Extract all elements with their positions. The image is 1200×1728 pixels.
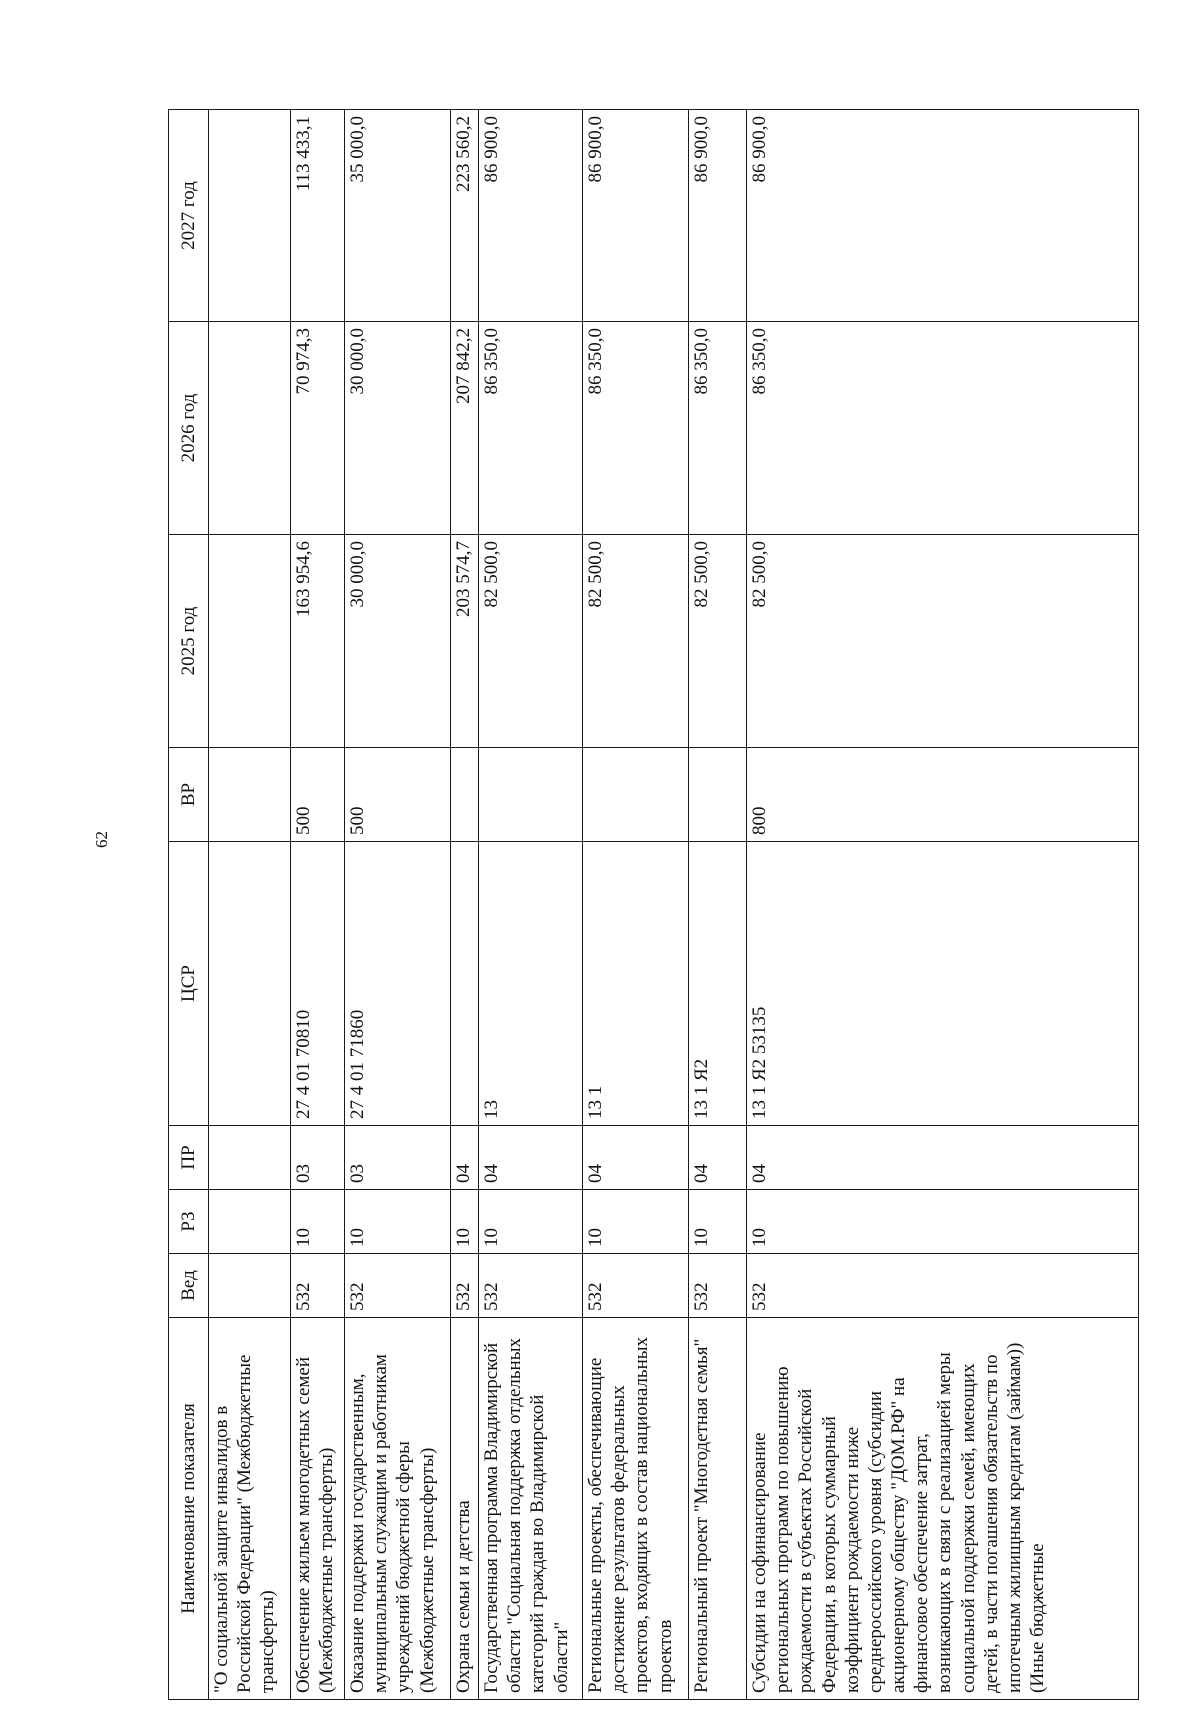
table-row bbox=[583, 110, 689, 1700]
table-row bbox=[209, 110, 291, 1700]
table-row bbox=[689, 110, 747, 1700]
header-2026: 2026 год bbox=[169, 322, 209, 535]
row-2026 bbox=[209, 322, 291, 535]
row-2025: 82 500,0 bbox=[479, 535, 583, 748]
row-name: Региональные проекты, обеспечивающие достижение результатов федеральных проектов, входящих в состав национальных проектов bbox=[583, 1318, 689, 1700]
row-2027: 113 433,1 bbox=[291, 110, 345, 322]
row-ved: 532 bbox=[291, 1254, 345, 1318]
row-pr bbox=[209, 1126, 291, 1190]
row-ved: 532 bbox=[345, 1254, 451, 1318]
row-name: "О социальной защите инвалидов в Российской Федерации" (Межбюджетные трансферты) bbox=[209, 1318, 291, 1700]
table-row bbox=[345, 110, 451, 1700]
row-name: Государственная программа Владимирской области "Социальная поддержка отдельных категорий граждан во Владимирской области" bbox=[479, 1318, 583, 1700]
row-pr: 03 bbox=[345, 1126, 451, 1190]
header-name: Наименование показателя bbox=[169, 1318, 209, 1700]
row-csr bbox=[209, 842, 291, 1126]
row-csr: 13 bbox=[479, 842, 583, 1126]
row-ved: 532 bbox=[479, 1254, 583, 1318]
row-rz: 10 bbox=[689, 1190, 747, 1254]
row-name: Региональный проект "Многодетная семья" bbox=[689, 1318, 747, 1700]
row-2026: 86 350,0 bbox=[747, 322, 1139, 535]
row-csr: 27 4 01 70810 bbox=[291, 842, 345, 1126]
row-2027: 35 000,0 bbox=[345, 110, 451, 322]
row-name: Субсидии на софинансирование региональных программ по повышению рождаемости в субъектах Российской Федерации, в которых суммарный коэффициент рождаемости ниже среднероссийского уровня (субсидии акционерному обществу "ДОМ.РФ" на финансовое обеспечение затрат, возникающих в связи с реализацией меры социальной поддержки семей, имеющих детей, в части погашения обязательств по ипотечным жилищным кредитам (займам)) (Иные бюджетные bbox=[747, 1318, 1139, 1700]
row-ved: 532 bbox=[451, 1254, 479, 1318]
header-row bbox=[169, 110, 209, 1700]
table-row bbox=[747, 110, 1139, 1700]
row-rz: 10 bbox=[291, 1190, 345, 1254]
row-2027: 86 900,0 bbox=[689, 110, 747, 322]
row-2025: 163 954,6 bbox=[291, 535, 345, 748]
header-ved: Вед bbox=[169, 1254, 209, 1318]
row-name: Обеспечение жильем многодетных семей (Межбюджетные трансферты) bbox=[291, 1318, 345, 1700]
row-ved bbox=[209, 1254, 291, 1318]
row-ved: 532 bbox=[689, 1254, 747, 1318]
row-2026: 86 350,0 bbox=[583, 322, 689, 535]
table-row bbox=[479, 110, 583, 1700]
row-2026: 86 350,0 bbox=[689, 322, 747, 535]
table-row bbox=[451, 110, 479, 1700]
row-pr: 04 bbox=[689, 1126, 747, 1190]
row-vr bbox=[479, 748, 583, 842]
row-2026: 30 000,0 bbox=[345, 322, 451, 535]
row-pr: 04 bbox=[747, 1126, 1139, 1190]
row-2025: 82 500,0 bbox=[747, 535, 1139, 748]
row-2027: 223 560,2 bbox=[451, 110, 479, 322]
row-rz: 10 bbox=[345, 1190, 451, 1254]
row-vr bbox=[583, 748, 689, 842]
row-vr bbox=[689, 748, 747, 842]
header-2025: 2025 год bbox=[169, 535, 209, 748]
row-rz: 10 bbox=[451, 1190, 479, 1254]
row-csr: 13 1 Я2 53135 bbox=[747, 842, 1139, 1126]
row-csr: 27 4 01 71860 bbox=[345, 842, 451, 1126]
budget-table bbox=[168, 109, 1139, 1700]
header-2027: 2027 год bbox=[169, 110, 209, 322]
row-2027 bbox=[209, 110, 291, 322]
row-rz: 10 bbox=[479, 1190, 583, 1254]
row-2026: 86 350,0 bbox=[479, 322, 583, 535]
row-csr: 13 1 bbox=[583, 842, 689, 1126]
page-number: 62 bbox=[92, 831, 111, 848]
row-2026: 207 842,2 bbox=[451, 322, 479, 535]
row-2025: 30 000,0 bbox=[345, 535, 451, 748]
row-rz: 10 bbox=[747, 1190, 1139, 1254]
row-ved: 532 bbox=[583, 1254, 689, 1318]
row-vr: 500 bbox=[345, 748, 451, 842]
row-2026: 70 974,3 bbox=[291, 322, 345, 535]
header-vr: ВР bbox=[169, 748, 209, 842]
row-2027: 86 900,0 bbox=[583, 110, 689, 322]
row-rz: 10 bbox=[583, 1190, 689, 1254]
row-ved: 532 bbox=[747, 1254, 1139, 1318]
row-vr bbox=[209, 748, 291, 842]
row-vr: 800 bbox=[747, 748, 1139, 842]
row-pr: 04 bbox=[451, 1126, 479, 1190]
row-pr: 04 bbox=[479, 1126, 583, 1190]
row-2025 bbox=[209, 535, 291, 748]
row-2025: 82 500,0 bbox=[583, 535, 689, 748]
rotated-table-container bbox=[168, 110, 1138, 1700]
row-pr: 03 bbox=[291, 1126, 345, 1190]
row-name: Охрана семьи и детства bbox=[451, 1318, 479, 1700]
row-name: Оказание поддержки государственным, муниципальным служащим и работникам учреждений бюджетной сферы (Межбюджетные трансферты) bbox=[345, 1318, 451, 1700]
row-2027: 86 900,0 bbox=[747, 110, 1139, 322]
header-csr: ЦСР bbox=[169, 842, 209, 1126]
header-pr: ПР bbox=[169, 1126, 209, 1190]
row-csr bbox=[451, 842, 479, 1126]
row-vr bbox=[451, 748, 479, 842]
table-row bbox=[291, 110, 345, 1700]
row-rz bbox=[209, 1190, 291, 1254]
header-rz: РЗ bbox=[169, 1190, 209, 1254]
row-pr: 04 bbox=[583, 1126, 689, 1190]
row-vr: 500 bbox=[291, 748, 345, 842]
row-2027: 86 900,0 bbox=[479, 110, 583, 322]
row-2025: 203 574,7 bbox=[451, 535, 479, 748]
row-csr: 13 1 Я2 bbox=[689, 842, 747, 1126]
row-2025: 82 500,0 bbox=[689, 535, 747, 748]
